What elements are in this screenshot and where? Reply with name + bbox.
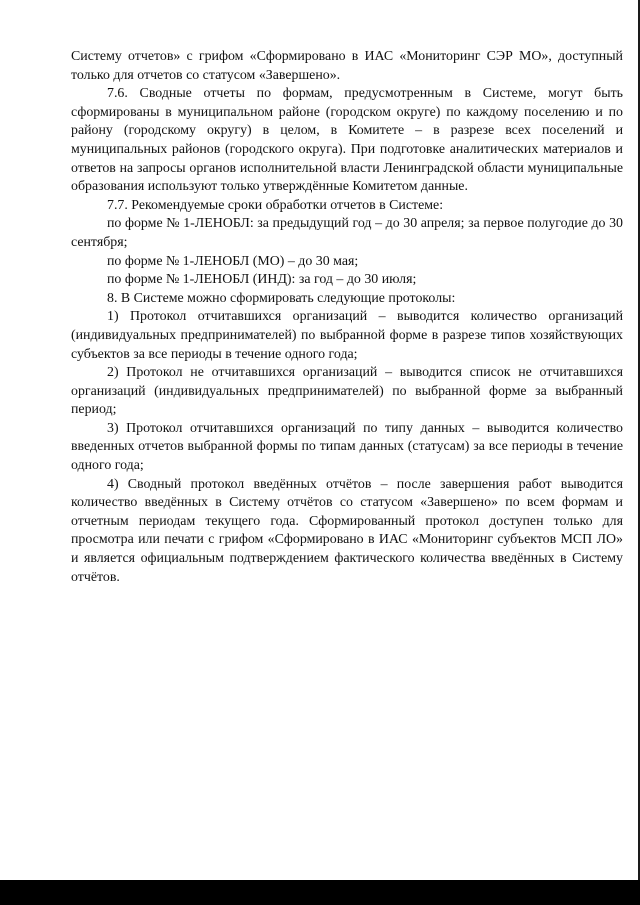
paragraph-8: 8. В Системе можно сформировать следующие протоколы:: [107, 290, 456, 306]
list-item-protocol-4: 4) Сводный протокол введённых отчётов – после завершения работ выводится количество введённых в Систему отчётов со статусом «Завершено» по всем формам и отчетным периодам текущего года. Сформированный протокол доступен только для просмотра или печати с грифом «Сформировано в ИАС «Мониторинг субъектов МСП ЛО» и является официальным подтверждением фактического количества введённых в Систему отчётов.: [71, 476, 623, 585]
list-item-protocol-1: 1) Протокол отчитавшихся организаций – выводится количество организаций (индивидуальных предпринимателей) по выбранной форме в разрезе типов хозяйствующих субъектов за все периоды в течение одного года;: [71, 309, 623, 362]
paragraph-7-7: 7.7. Рекомендуемые сроки обработки отчетов в Системе:: [107, 197, 444, 213]
paragraph-deadline-1-lenobl: по форме № 1-ЛЕНОБЛ: за предыдущий год – до 30 апреля; за первое полугодие до 30 сентября;: [71, 216, 623, 250]
paragraph-deadline-1-lenobl-mo: по форме № 1-ЛЕНОБЛ (МО) – до 30 мая;: [107, 253, 359, 269]
paragraph-continuation: Систему отчетов» с грифом «Сформировано в ИАС «Мониторинг СЭР МО», доступный только для отчетов со статусом «Завершено».: [71, 49, 623, 83]
list-item-protocol-3: 3) Протокол отчитавшихся организаций по типу данных – выводится количество введенных отчетов выбранной формы по типам данных (статусам) за все периоды в течение одного года;: [71, 420, 623, 474]
list-item-protocol-2: 2) Протокол не отчитавшихся организаций – выводится список не отчитавшихся организаций (индивидуальных предпринимателей) по выбранной форме за выбранный период;: [71, 365, 623, 418]
paragraph-deadline-1-lenobl-ind: по форме № 1-ЛЕНОБЛ (ИНД): за год – до 30 июля;: [107, 272, 417, 288]
document-body: [71, 48, 623, 587]
scan-bottom-border: [0, 880, 640, 905]
paragraph-7-6: 7.6. Сводные отчеты по формам, предусмотренным в Системе, могут быть сформированы в муниципальном районе (городском округе) по каждому поселению и по району (городскому округу) в целом, в Комитете – в разрезе всех поселений и муниципальных районов (городского округа). При подготовке аналитических материалов и ответов на запросы органов исполнительной власти Ленинградской области муниципальные образования используют только утверждённые Комитетом данные.: [71, 86, 623, 195]
